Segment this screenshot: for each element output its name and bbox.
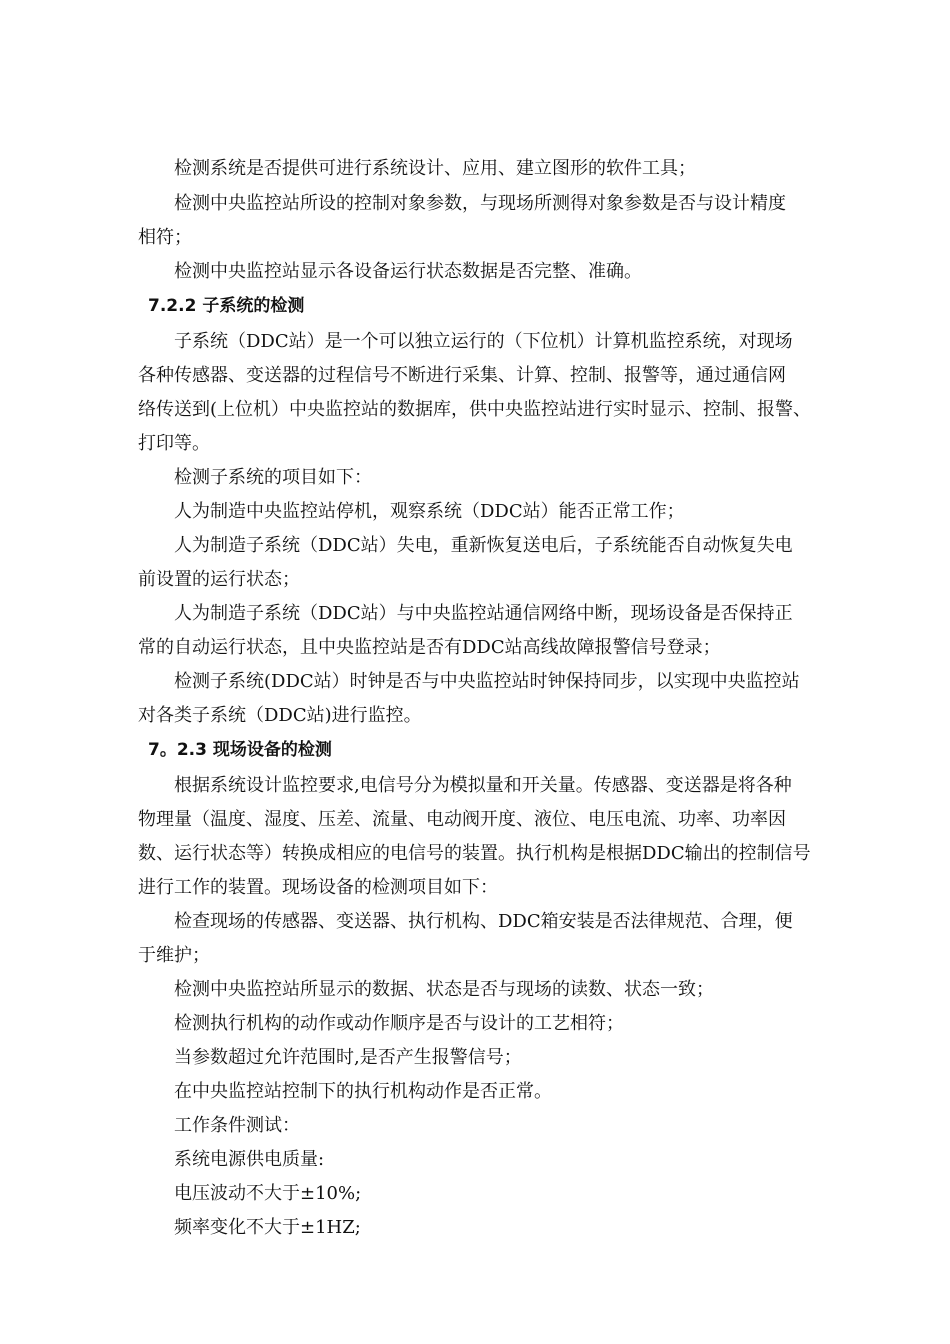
paragraph-line: 人为制造子系统（DDC站）与中央监控站通信网络中断，现场设备是否保持正 bbox=[174, 603, 793, 624]
paragraph-line: 检测中央监控站显示各设备运行状态数据是否完整、准确。 bbox=[174, 261, 642, 282]
paragraph-line: 检测系统是否提供可进行系统设计、应用、建立图形的软件工具； bbox=[174, 158, 696, 179]
paragraph-line: 人为制造子系统（DDC站）失电，重新恢复送电后，子系统能否自动恢复失电 bbox=[174, 535, 793, 556]
paragraph-line: 工作条件测试： bbox=[174, 1115, 300, 1136]
paragraph-line: 前设置的运行状态； bbox=[138, 569, 300, 590]
section-heading-7-2-2: 7.2.2 子系统的检测 bbox=[148, 296, 305, 316]
paragraph-line: 检测子系统(DDC站）时钟是否与中央监控站时钟保持同步，以实现中央监控站 bbox=[174, 671, 800, 692]
paragraph-line: 对各类子系统（DDC站)进行监控。 bbox=[138, 705, 422, 726]
section-heading-7-2-3: 7。2.3 现场设备的检测 bbox=[148, 740, 332, 760]
paragraph-line: 检测执行机构的动作或动作顺序是否与设计的工艺相符； bbox=[174, 1013, 624, 1034]
paragraph-line: 进行工作的装置。现场设备的检测项目如下： bbox=[138, 877, 498, 898]
paragraph-line: 电压波动不大于±10%; bbox=[174, 1183, 362, 1204]
paragraph-line: 物理量（温度、湿度、压差、流量、电动阀开度、液位、电压电流、功率、功率因 bbox=[138, 809, 786, 830]
paragraph-line: 子系统（DDC站）是一个可以独立运行的（下位机）计算机监控系统，对现场 bbox=[174, 331, 793, 352]
paragraph-line: 频率变化不大于±1HZ; bbox=[174, 1217, 361, 1238]
paragraph-line: 人为制造中央监控站停机，观察系统（DDC站）能否正常工作； bbox=[174, 501, 685, 522]
paragraph-line: 在中央监控站控制下的执行机构动作是否正常。 bbox=[174, 1081, 552, 1102]
paragraph-line: 打印等。 bbox=[138, 433, 210, 454]
paragraph-line: 根据系统设计监控要求,电信号分为模拟量和开关量。传感器、变送器是将各种 bbox=[174, 775, 792, 796]
paragraph-line: 检测子系统的项目如下： bbox=[174, 467, 372, 488]
paragraph-line: 检查现场的传感器、变送器、执行机构、DDC箱安装是否法律规范、合理，便 bbox=[174, 911, 793, 932]
paragraph-line: 络传送到(上位机）中央监控站的数据库，供中央监控站进行实时显示、控制、报警、 bbox=[138, 399, 812, 420]
paragraph-line: 检测中央监控站所设的控制对象参数，与现场所测得对象参数是否与设计精度 bbox=[174, 193, 786, 214]
paragraph-line: 当参数超过允许范围时,是否产生报警信号； bbox=[174, 1047, 522, 1068]
paragraph-line: 检测中央监控站所显示的数据、状态是否与现场的读数、状态一致； bbox=[174, 979, 714, 1000]
paragraph-line: 常的自动运行状态，且中央监控站是否有DDC站高线故障报警信号登录； bbox=[138, 637, 721, 658]
paragraph-line: 各种传感器、变送器的过程信号不断进行采集、计算、控制、报警等，通过通信网 bbox=[138, 365, 786, 386]
paragraph-line: 系统电源供电质量: bbox=[174, 1149, 325, 1170]
paragraph-line: 于维护； bbox=[138, 945, 210, 966]
paragraph-line: 数、运行状态等）转换成相应的电信号的装置。执行机构是根据DDC输出的控制信号 bbox=[138, 843, 811, 864]
paragraph-line: 相符； bbox=[138, 227, 192, 248]
